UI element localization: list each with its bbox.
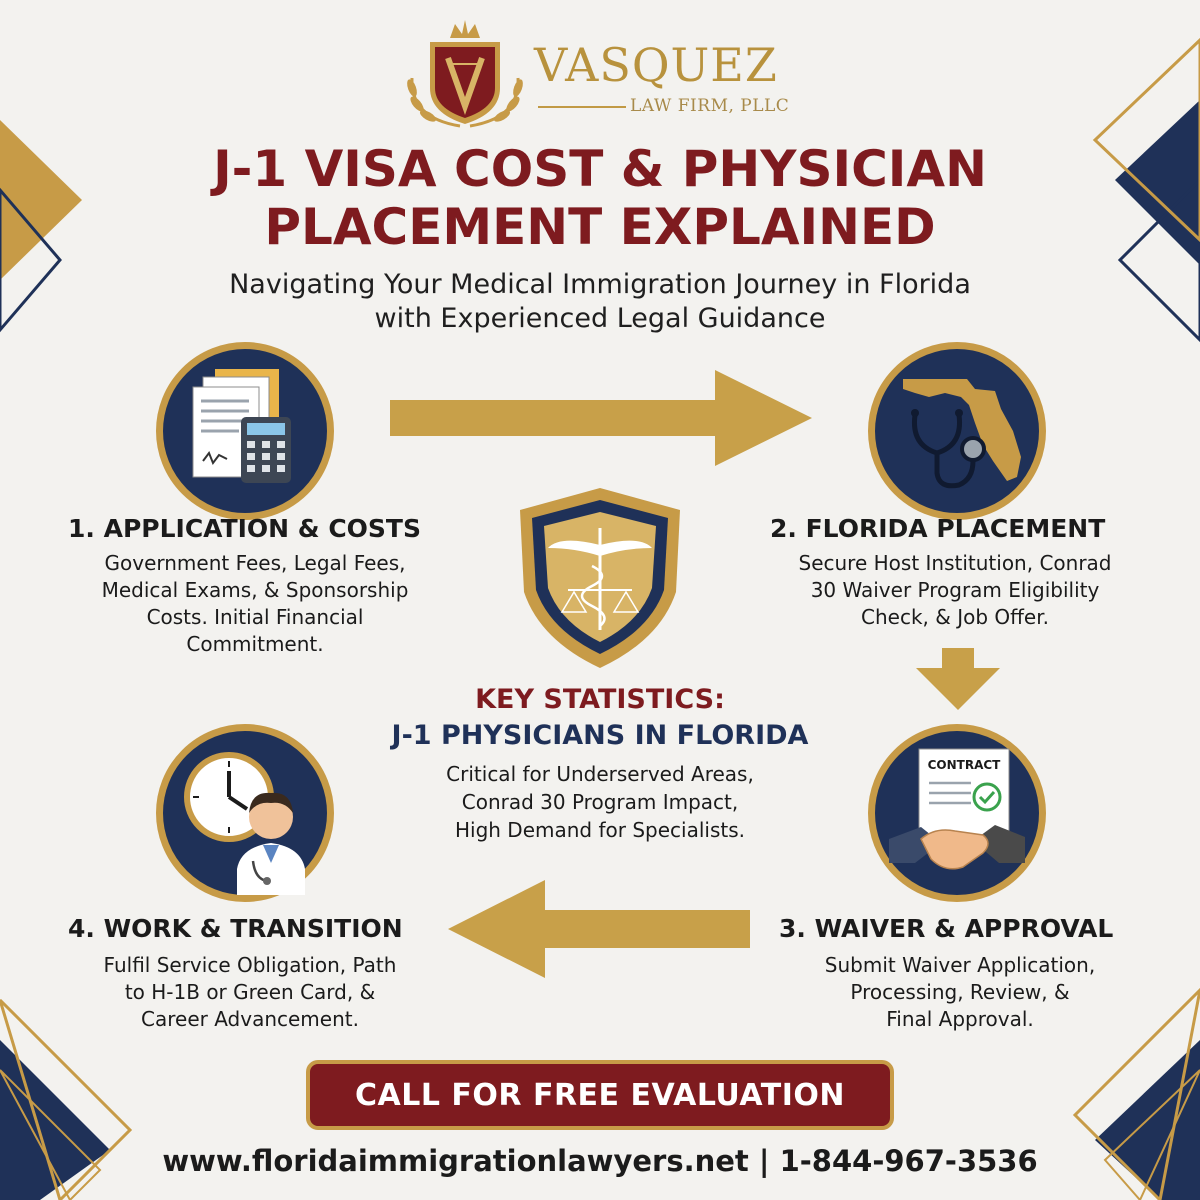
step2-description: Secure Host Institution, Conrad 30 Waiver Program Eligibility Check, & Job Offer. — [798, 551, 1112, 629]
stats-line: High Demand for Specialists. — [454, 818, 745, 842]
step2-title: 2. FLORIDA PLACEMENT — [770, 514, 1106, 543]
page-subtitle-line2: with Experienced Legal Guidance — [374, 303, 826, 334]
contract-label: CONTRACT — [927, 758, 1001, 772]
brand-name: VASQUEZ — [534, 38, 778, 92]
arrow-down — [916, 648, 1000, 710]
page-title-line2: PLACEMENT EXPLAINED — [264, 198, 936, 256]
florida-stethoscope-icon — [875, 349, 1039, 513]
step2-icon-circle — [868, 342, 1046, 520]
call-for-evaluation-button[interactable]: CALL FOR FREE EVALUATION — [306, 1060, 894, 1130]
step3-description: Submit Waiver Application, Processing, Review, & Final Approval. — [824, 953, 1096, 1031]
brand-divider — [538, 106, 626, 108]
step1-icon-circle — [156, 342, 334, 520]
step3-title: 3. WAIVER & APPROVAL — [779, 914, 1114, 943]
step1-description: Government Fees, Legal Fees, Medical Exams, & Sponsorship Costs. Initial Financial Commitment. — [101, 551, 409, 656]
step3-icon-circle — [868, 724, 1046, 902]
step1-title: 1. APPLICATION & COSTS — [68, 514, 421, 543]
brand-subtitle: LAW FIRM, PLLC — [630, 96, 790, 116]
arrow-right — [390, 370, 812, 466]
documents-calculator-icon — [163, 349, 327, 513]
clock-doctor-icon — [163, 731, 327, 895]
page-title-line1: J-1 VISA COST & PHYSICIAN — [213, 140, 987, 198]
stats-line: Conrad 30 Program Impact, — [461, 790, 739, 814]
stats-heading: KEY STATISTICS: — [475, 684, 725, 715]
step4-title: 4. WORK & TRANSITION — [68, 914, 403, 943]
footer-contact[interactable]: www.floridaimmigrationlawyers.net | 1-844-967-3536 — [162, 1144, 1038, 1178]
stats-subheading: J-1 PHYSICIANS IN FLORIDA — [391, 720, 809, 751]
arrow-left — [448, 880, 750, 978]
caduceus-shield-icon — [520, 488, 680, 668]
step4-icon-circle — [156, 724, 334, 902]
step4-description: Fulfil Service Obligation, Path to H-1B or Green Card, & Career Advancement. — [103, 953, 397, 1031]
contract-handshake-icon — [875, 731, 1039, 895]
stats-line: Critical for Underserved Areas, — [446, 762, 754, 786]
page-subtitle-line1: Navigating Your Medical Immigration Journey in Florida — [229, 269, 971, 300]
